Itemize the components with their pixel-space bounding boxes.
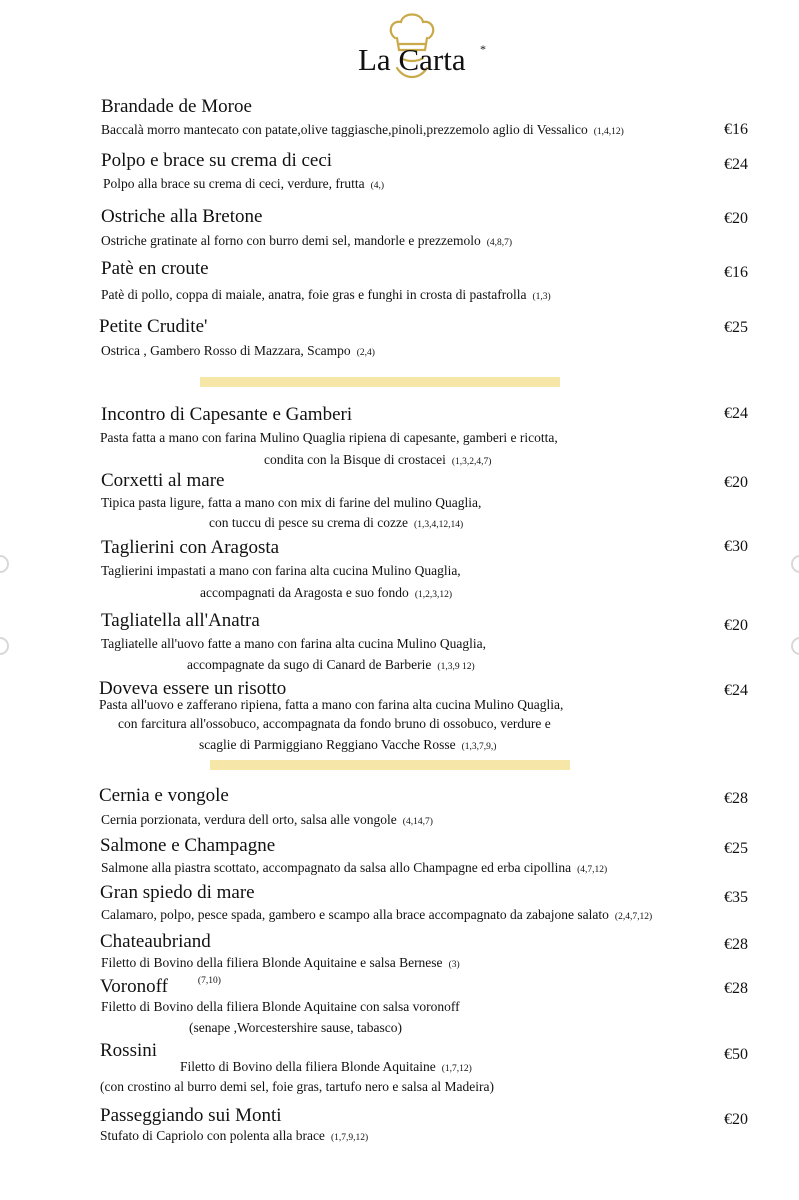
allergen-codes: (1,3,2,4,7) (451, 457, 492, 467)
dish-name (100, 931, 211, 953)
allergen-codes: (2,4) (356, 348, 375, 358)
dish-description-text: Filetto di Bovino della filiera Blonde Aquitaine con salsa voronoff (101, 999, 460, 1014)
dish-description (101, 812, 433, 828)
dish-name-text: Taglierini con Aragosta (101, 537, 280, 558)
dish-name (101, 258, 209, 280)
dish-description (103, 176, 384, 192)
dish-description-text: Pasta fatta a mano con farina Mulino Quaglia ripiena di capesante, gamberi e ricotta, (100, 430, 558, 445)
dish-description-text: Cernia porzionata, verdura dell orto, salsa alle vongole (101, 812, 397, 827)
dish-name-text: Brandade de Moroe (101, 96, 252, 117)
allergen-codes: (4,) (370, 181, 385, 191)
dish-description-text: Filetto di Bovino della filiera Blonde Aquitaine e salsa Bernese (101, 955, 443, 970)
dish-description-text: Tagliatelle all'uovo fatte a mano con farina alta cucina Mulino Quaglia, (101, 636, 486, 651)
menu-header (0, 8, 799, 98)
allergen-codes: (1,3,4,12,14) (414, 520, 464, 530)
allergen-codes: (1,7,12) (441, 1064, 472, 1074)
section-divider (200, 377, 560, 387)
dish-name (100, 1105, 282, 1127)
dish-price: €28 (724, 790, 748, 807)
page-edge-marker (0, 555, 9, 573)
dish-price: €28 (724, 980, 748, 997)
dish-description (118, 716, 551, 732)
dish-description-text: Pasta all'uovo e zafferano ripiena, fatta a mano con farina alta cucina Mulino Quaglia, (99, 697, 564, 712)
dish-description-text: condita con la Bisque di crostacei (264, 452, 446, 467)
dish-description-text: (senape ,Worcestershire sause, tabasco) (189, 1020, 402, 1035)
dish-name (101, 206, 262, 228)
dish-price: €30 (724, 538, 748, 555)
dish-price: €28 (724, 936, 748, 953)
dish-description (101, 122, 624, 138)
dish-description-text: accompagnate da sugo di Canard de Barberie (187, 657, 432, 672)
dish-description (264, 452, 491, 468)
dish-name-text: Polpo e brace su crema di ceci (101, 150, 333, 171)
dish-description (101, 999, 460, 1015)
dish-name (100, 1040, 157, 1062)
allergen-codes: (1,4,12) (593, 127, 624, 137)
dish-description-text: Salmone alla piastra scottato, accompagnato da salsa allo Champagne ed erba cipollina (101, 860, 572, 875)
dish-description (101, 907, 652, 923)
dish-name-text: Gran spiedo di mare (100, 882, 255, 903)
dish-name-text: Ostriche alla Bretone (101, 206, 263, 227)
dish-name (101, 537, 279, 559)
allergen-codes: (4,7,12) (577, 865, 608, 875)
dish-price: €35 (724, 889, 748, 906)
dish-name-text: Incontro di Capesante e Gamberi (101, 404, 353, 425)
dish-price: €16 (724, 264, 748, 281)
allergen-codes: (2,4,7,12) (614, 912, 653, 922)
dish-description (99, 697, 563, 713)
allergen-codes: (1,7,9,12) (330, 1133, 369, 1143)
dish-description (101, 287, 551, 303)
dish-description-text: Baccalà morro mantecato con patate,olive taggiasche,pinoli,prezzemolo aglio di Vessalico (101, 122, 588, 137)
dish-description-text: Filetto di Bovino della filiera Blonde Aquitaine (180, 1059, 436, 1074)
dish-name (100, 976, 221, 998)
dish-description-text: Ostriche gratinate al forno con burro demi sel, mandorle e prezzemolo (101, 233, 481, 248)
dish-description (209, 515, 463, 531)
dish-description (200, 585, 452, 601)
dish-name-text: Corxetti al mare (101, 470, 225, 491)
allergen-codes: (7,10) (197, 976, 221, 986)
dish-description (101, 636, 486, 652)
dish-name (99, 316, 207, 338)
dish-description-text: Tipica pasta ligure, fatta a mano con mix di farine del mulino Quaglia, (101, 495, 482, 510)
dish-description-text: Ostrica , Gambero Rosso di Mazzara, Scampo (101, 343, 351, 358)
dish-description-text: con farcitura all'ossobuco, accompagnata da fondo bruno di ossobuco, verdure e (118, 716, 551, 731)
dish-price: €16 (724, 121, 748, 138)
allergen-codes: (3) (448, 960, 460, 970)
dish-price: €50 (724, 1046, 748, 1063)
page-edge-marker (791, 637, 799, 655)
allergen-codes: (4,14,7) (402, 817, 433, 827)
dish-description (101, 955, 460, 971)
dish-name (101, 150, 332, 172)
allergen-codes: (1,3,7,9,) (461, 742, 497, 752)
dish-description (101, 495, 481, 511)
dish-name (100, 835, 275, 857)
dish-description-text: Patè di pollo, coppa di maiale, anatra, foie gras e funghi in crosta di pastafrolla (101, 287, 527, 302)
dish-name (101, 404, 352, 426)
dish-name-text: Chateaubriand (100, 931, 211, 952)
dish-price: €24 (724, 156, 748, 173)
dish-description (187, 657, 475, 673)
dish-description (101, 860, 607, 876)
dish-name (99, 785, 229, 807)
allergen-codes: (1,3,9 12) (437, 662, 475, 672)
dish-description-text: Taglierini impastati a mano con farina alta cucina Mulino Quaglia, (101, 563, 461, 578)
dish-description (180, 1059, 472, 1075)
dish-price: €24 (724, 405, 748, 422)
dish-price: €20 (724, 1111, 748, 1128)
dish-name (101, 470, 224, 492)
dish-price: €20 (724, 617, 748, 634)
dish-description (101, 343, 375, 359)
dish-description-text: (con crostino al burro demi sel, foie gras, tartufo nero e salsa al Madeira) (100, 1079, 494, 1094)
dish-name (101, 610, 260, 632)
dish-name-text: Salmone e Champagne (100, 835, 276, 856)
dish-description-text: Stufato di Capriolo con polenta alla brace (100, 1128, 325, 1143)
dish-description-text: accompagnati da Aragosta e suo fondo (200, 585, 409, 600)
dish-description-text: scaglie di Parmiggiano Reggiano Vacche Rosse (199, 737, 456, 752)
dish-description (101, 233, 512, 249)
dish-name-text: Petite Crudite' (99, 316, 208, 337)
dish-description (189, 1020, 402, 1036)
allergen-codes: (1,3) (532, 292, 551, 302)
dish-name (100, 882, 255, 904)
dish-price: €20 (724, 474, 748, 491)
dish-description-text: Calamaro, polpo, pesce spada, gambero e scampo alla brace accompagnato da zabajone salato (101, 907, 609, 922)
allergen-codes: (1,2,3,12) (414, 590, 453, 600)
dish-price: €25 (724, 319, 748, 336)
dish-description (100, 1079, 494, 1095)
dish-description-text: Polpo alla brace su crema di ceci, verdure, frutta (103, 176, 365, 191)
dish-name-text: Voronoff (100, 976, 168, 997)
dish-price: €24 (724, 682, 748, 699)
dish-description (199, 737, 496, 753)
dish-description (100, 430, 558, 446)
dish-description (100, 1128, 368, 1144)
page-edge-marker (791, 555, 799, 573)
menu-title: La Carta (358, 42, 466, 77)
title-mark: * (480, 42, 486, 56)
section-divider (210, 760, 570, 770)
dish-name-text: Rossini (100, 1040, 158, 1061)
page-edge-marker (0, 637, 9, 655)
dish-name (101, 96, 252, 118)
dish-description (101, 563, 461, 579)
dish-name-text: Doveva essere un risotto (99, 678, 287, 699)
dish-name-text: Tagliatella all'Anatra (101, 610, 260, 631)
dish-name-text: Patè en croute (101, 258, 209, 279)
dish-price: €20 (724, 210, 748, 227)
dish-name-text: Cernia e vongole (99, 785, 229, 806)
dish-description-text: con tuccu di pesce su crema di cozze (209, 515, 409, 530)
dish-price: €25 (724, 840, 748, 857)
allergen-codes: (4,8,7) (486, 238, 513, 248)
dish-name-text: Passeggiando sui Monti (100, 1105, 282, 1126)
